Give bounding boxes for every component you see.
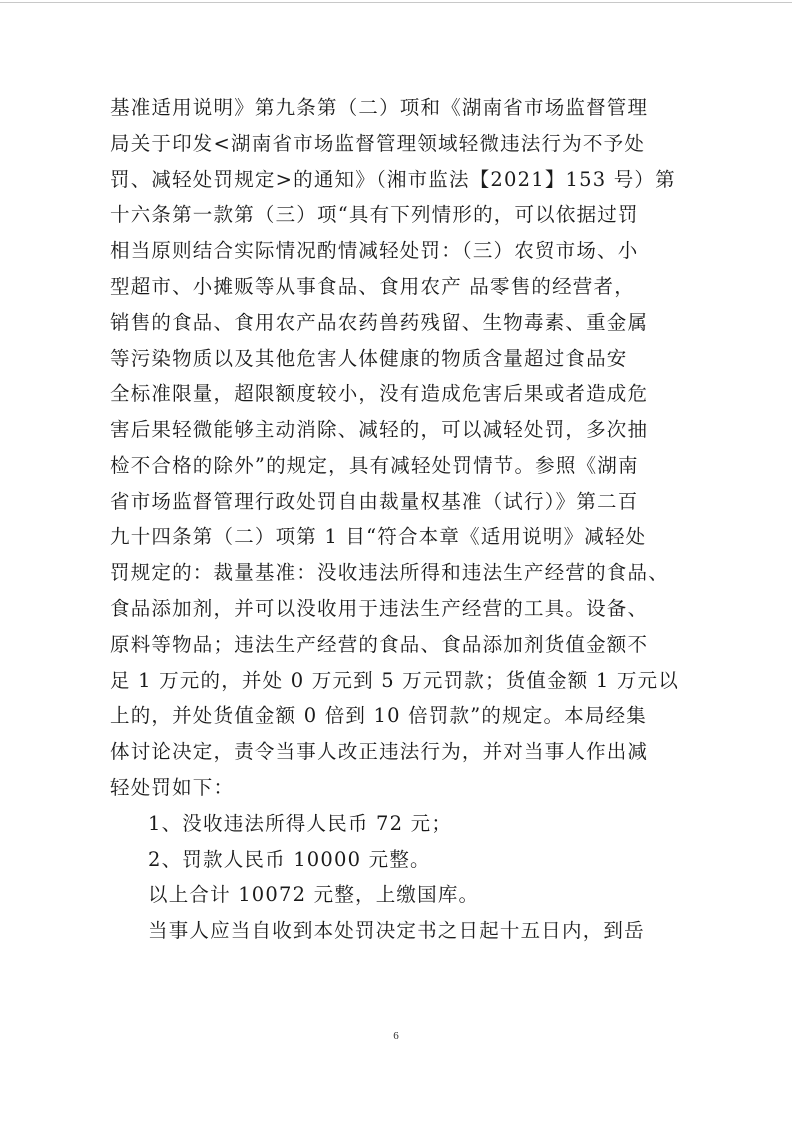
body-line-12: 省市场监督管理行政处罚自由裁量权基准（试行）》第二百 <box>110 490 639 513</box>
penalty-total: 以上合计 10072 元整，上缴国库。 <box>148 883 480 906</box>
body-line-14: 罚规定的：裁量基准：没收违法所得和违法生产经营的食品、 <box>110 561 669 584</box>
body-line-16: 原料等物品；违法生产经营的食品、食品添加剂货值金额不 <box>110 633 649 656</box>
body-line-3: 罚、减轻处罚规定>的通知》（湘市监法【2021】153 号）第 <box>110 168 676 191</box>
body-line-17: 足 1 万元的，并处 0 万元到 5 万元罚款；货值金额 1 万元以 <box>110 669 680 692</box>
body-line-10: 害后果轻微能够主动消除、减轻的，可以减轻处罚，多次抽 <box>110 418 649 441</box>
body-line-6: 型超市、小摊贩等从事食品、食用农产 品零售的经营者， <box>110 275 635 298</box>
body-line-15: 食品添加剂，并可以没收用于违法生产经营的工具。设备、 <box>110 597 649 620</box>
body-line-18: 上的，并处货值金额 0 倍到 10 倍罚款”的规定。本局经集 <box>110 704 647 727</box>
body-line-7: 销售的食品、食用农产品农药兽药残留、生物毒素、重金属 <box>110 311 649 334</box>
body-line-4: 十六条第一款第（三）项“具有下列情形的，可以依据过罚 <box>110 203 639 226</box>
body-line-11: 检不合格的除外”的规定，具有减轻处罚情节。参照《湖南 <box>110 454 639 477</box>
body-line-2: 局关于印发<湖南省市场监督管理领域轻微违法行为不予处 <box>110 132 646 155</box>
payment-instruction: 当事人应当自收到本处罚决定书之日起十五日内，到岳 <box>148 919 645 942</box>
body-line-1: 基准适用说明》第九条第（二）项和《湖南省市场监督管理 <box>110 96 649 119</box>
page-number: 6 <box>393 1030 399 1042</box>
body-line-8: 等污染物质以及其他危害人体健康的物质含量超过食品安 <box>110 347 628 370</box>
penalty-item-2: 2、罚款人民币 10000 元整。 <box>148 848 431 871</box>
body-line-19: 体讨论决定，责令当事人改正违法行为，并对当事人作出减 <box>110 740 649 763</box>
body-line-13: 九十四条第（二）项第 1 目“符合本章《适用说明》减轻处 <box>110 525 647 548</box>
top-border-line <box>0 2 792 3</box>
body-line-9: 全标准限量，超限额度较小，没有造成危害后果或者造成危 <box>110 382 649 405</box>
body-line-5: 相当原则结合实际情况酌情减轻处罚：（三）农贸市场、小 <box>110 239 639 262</box>
body-line-20: 轻处罚如下： <box>110 776 235 799</box>
penalty-item-1: 1、没收违法所得人民币 72 元； <box>148 812 453 835</box>
